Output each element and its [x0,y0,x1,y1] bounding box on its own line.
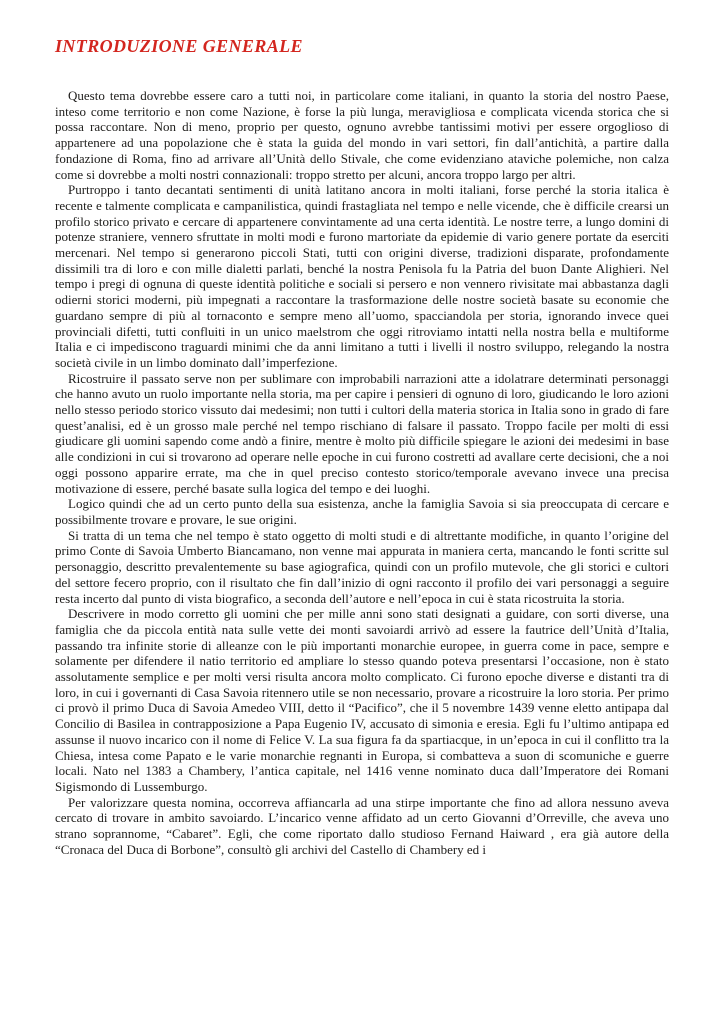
paragraph-3: Ricostruire il passato serve non per sublimare con improbabili narrazioni atte a idolatrare determinati personaggi che hanno avuto un ruolo importante nella storia, ma per capire i pensieri di ognuno di loro, giudicando le loro azioni nello stesso periodo storico vissuto dai medesimi; non tutti i cultori della materia storica in Italia sono in grado di fare quest’analisi, ed è un grosso male perché nel tempo rischiano di falsare il passato. Troppo facile per molti di essi giudicare gli uomini sapendo come andò a finire, mentre è molto più difficile spiegare le azioni dei medesimi in base alle condizioni in cui si trovarono ad operare nelle epoche in cui furono costretti ad avallare certe decisioni, che a noi oggi possono apparire errate, ma che in quel preciso contesto storico/temporale avevano invece una precisa motivazione di essere, perché basate sulla logica del tempo e dei luoghi. [55,370,669,496]
paragraph-4: Logico quindi che ad un certo punto della sua esistenza, anche la famiglia Savoia si sia preoccupata di cercare e possibilmente trovare e provare, le sue origini. [55,496,669,527]
paragraph-7: Per valorizzare questa nomina, occorreva affiancarla ad una stirpe importante che fino ad allora nessuno aveva cercato di trovare in ambito savoiardo. L’incarico venne affidato ad un certo Giovanni d’Orreville, che aveva uno strano soprannome, “Cabaret”. Egli, che come riportato dallo studioso Fernand Haiward , era già autore della “Cronaca del Duca di Borbone”, consultò gli archivi del Castello di Chambery ed i [55,794,669,857]
paragraph-6: Descrivere in modo corretto gli uomini che per mille anni sono stati designati a guidare, con sorti diverse, una famiglia che da piccola entità nata sulle vette dei monti savoiardi arrivò ad essere la fautrice dell’Unità d’Italia, passando tra infinite storie di alleanze con le più importanti monarchie europee, in guerra come in pace, sempre e solamente per difendere il natio territorio ed ampliare lo stesso quando poteva presentarsi l’occasione, non è stato assolutamente semplice e per molti versi risulta ancora molto complicato. Ci furono epoche diverse e distanti tra di loro, in cui i governanti di Casa Savoia ritennero utile se non necessario, provare a ricostruire la loro storia. Per primo ci provò il primo Duca di Savoia Amedeo VIII, detto il “Pacifico”, che il 5 novembre 1439 venne eletto antipapa dal Concilio di Basilea in contrapposizione a Papa Eugenio IV, accusato di simonia e eresia. Egli fu l’ultimo antipapa ed assunse il nuovo incarico con il nome di Felice V. La sua figura fa da spartiacque, in un’epoca in cui il conflitto tra la Chiesa, intesa come Papato e le varie monarchie regnanti in Europa, si combatteva a suon di scomuniche e guerre locali. Nato nel 1383 a Chambery, l’antica capitale, nel 1416 venne nominato duca dall’Imperatore dei Romani Sigismondo di Lussemburgo. [55,606,669,794]
paragraph-2: Purtroppo i tanto decantati sentimenti di unità latitano ancora in molti italiani, forse perché la storia italica è recente e talmente complicata e campanilistica, quindi frastagliata nel tempo e nelle vicende, che è difficile crearsi un profilo storico privato e cercare di appartenere convintamente ad una certa identità. Le nostre terre, a lungo domini di potenze straniere, vennero sfruttate in molti modi e furono martoriate da epidemie di vario genere portate da eserciti mercenari. Nel tempo si generarono piccoli Stati, tutti con origini diverse, tradizioni disparate, profondamente dissimili tra di loro e con mille dialetti parlati, benché la nostra Penisola fu la Patria del buon Dante Alighieri. Nel tempo i pregi di ognuna di queste identità politiche e sociali si persero e non vennero rivisitate mai abbastanza dagli odierni storici moderni, più impegnati a raccontare la trasformazione delle nostre società basate su economie che guardano sempre di più al tornaconto e sempre meno all’uomo, spacciandola per storia, ignorando invece quei provinciali difetti, tutti confluiti in un unico maelstrom che oggi ritroviamo intatti nella nostra bella e multiforme Italia e ci impediscono traguardi minimi che da anni limitano a tutti i livelli il nostro sviluppo, relegando la nostra società civile in un limbo dominato dall’imperfezione. [55,182,669,370]
paragraph-5: Si tratta di un tema che nel tempo è stato oggetto di molti studi e di altrettante modifiche, in quanto l’origine del primo Conte di Savoia Umberto Biancamano, non venne mai appurata in maniera certa, mancando le fonti scritte sul personaggio, descritto prevalentemente su base agiografica, quindi con un profilo mutevole, che gli storici e cultori del settore fecero proprio, con il risultato che fin dall’inizio di ogni racconto il profilo dei vari personaggi a seguire resta incerto dal punto di vista biografico, a seconda dell’autore e nell’epoca in cui è stata ricostruita la storia. [55,527,669,606]
page-title: INTRODUZIONE GENERALE [55,36,303,56]
body-text [55,88,669,857]
paragraph-1: Questo tema dovrebbe essere caro a tutti noi, in particolare come italiani, in quanto la storia del nostro Paese, inteso come territorio e non come Nazione, è forse la più lunga, meravigliosa e complicata vicenda storica che si possa raccontare. Non di meno, proprio per questo, ognuno avrebbe tantissimi motivi per essere orgoglioso di appartenere ad una popolazione che è stata la guida del mondo in vari settori, fin dall’antichità, a partire dalla fondazione di Roma, fino ad arrivare all’Unità dello Stivale, che come evidenziano ataviche polemiche, non calza come si dovrebbe a molti nostri connazionali: troppo stretto per alcuni, ancora troppo largo per altri. [55,88,669,182]
